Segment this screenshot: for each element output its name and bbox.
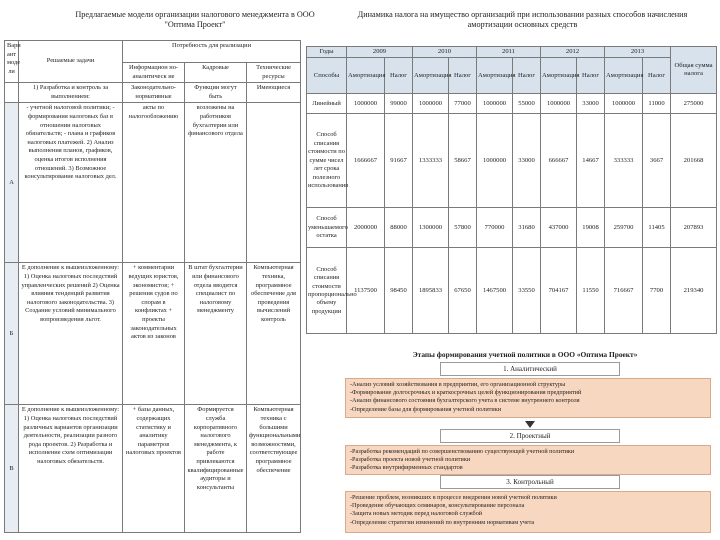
- value-cell: 704167: [541, 248, 577, 334]
- value-cell: 55000: [513, 94, 541, 114]
- variant-label: А: [5, 103, 19, 263]
- year-cell: 2012: [541, 47, 605, 58]
- value-cell: 57800: [449, 208, 477, 248]
- value-cell: 1000000: [605, 94, 643, 114]
- row-intro-tech: Имеющиеся: [247, 83, 301, 103]
- value-cell: 1000000: [541, 94, 577, 114]
- year-cell: 2011: [477, 47, 541, 58]
- list-item: -Защита новых методик перед налоговой службой: [350, 510, 483, 518]
- table-row: [307, 208, 717, 248]
- value-cell: 88000: [385, 208, 413, 248]
- amort-header: Амортизация: [413, 58, 449, 94]
- value-cell: 666667: [541, 114, 577, 208]
- tax-header: Налог: [449, 58, 477, 94]
- table-row: [307, 114, 717, 208]
- total-cell: 207893: [671, 208, 717, 248]
- value-cell: 1467500: [477, 248, 513, 334]
- variant-staff: В штат бухгалтерии или финансового отдела вводится специалист по налоговому менеджменту: [185, 263, 247, 405]
- variant-label: В: [5, 405, 19, 533]
- list-item: -Разработка рекомендаций по совершенствованию существующей учетной политики: [350, 448, 575, 455]
- value-cell: 14667: [577, 114, 605, 208]
- value-cell: 67650: [449, 248, 477, 334]
- header-variant: Вари ант моде ли: [5, 41, 19, 83]
- table-row: [307, 248, 717, 334]
- stage-project-details: [345, 445, 711, 475]
- year-cell: 2009: [347, 47, 413, 58]
- row-intro-tasks: 1) Разработка и контроль за выполнением:: [19, 83, 123, 103]
- value-cell: 7700: [643, 248, 671, 334]
- header-needs: Потребность для реализации: [123, 41, 301, 63]
- stage-project: 2. Проектный: [440, 429, 620, 443]
- variant-info: + базы данных, содержащих статистику и аналитику параметров налоговых проектов: [123, 405, 185, 533]
- list-item: -Анализ финансового состояния бухгалтерского учета в системе внутреннего контроля: [350, 397, 580, 405]
- value-cell: 33550: [513, 248, 541, 334]
- variant-tech: [247, 103, 301, 263]
- list-item: -Решение проблем, возникших в процессе внедрения новой учетной политики: [350, 494, 557, 501]
- method-header: Способы: [307, 58, 347, 94]
- value-cell: 58667: [449, 114, 477, 208]
- stage-analytic: 1. Аналитический: [440, 362, 620, 376]
- value-cell: 11405: [643, 208, 671, 248]
- value-cell: 33000: [577, 94, 605, 114]
- header-info: Информацион но-аналитическ ие: [123, 63, 185, 83]
- value-cell: 11550: [577, 248, 605, 334]
- list-item: -Анализ условий хозяйствования в предприятии, его организационной структуры: [350, 381, 566, 388]
- models-table: [4, 40, 301, 533]
- amort-header: Амортизация: [477, 58, 513, 94]
- right-title: Динамика налога на имущество организаций при использовании разных способов начисления амортизации основных средств: [357, 10, 688, 29]
- list-item: -Разработка внутрифирменных стандартов: [350, 464, 463, 472]
- row-intro-info: Законодательно-нормативные: [123, 83, 185, 103]
- value-cell: 91667: [385, 114, 413, 208]
- amort-header: Амортизация: [347, 58, 385, 94]
- variant-staff: Формируется служба корпоративного налогового менеджмента, к работе привлекаются квалифицированные аудиторы и консультанты: [185, 405, 247, 533]
- value-cell: 3667: [643, 114, 671, 208]
- value-cell: 1300000: [413, 208, 449, 248]
- row-intro-staff: Функции могут быть: [185, 83, 247, 103]
- year-cell: 2010: [413, 47, 477, 58]
- value-cell: 19008: [577, 208, 605, 248]
- value-cell: 99000: [385, 94, 413, 114]
- value-cell: 437000: [541, 208, 577, 248]
- value-cell: 770000: [477, 208, 513, 248]
- tax-header: Налог: [577, 58, 605, 94]
- stage-analytic-details: [345, 378, 711, 418]
- value-cell: 31680: [513, 208, 541, 248]
- variant-tasks: Е дополнение к вышеизложенному: 1) Оценка налоговых последствий различных вариантов организации деятельности, реализации разного рода проектов. 2) Разработка и исполнение схем оптимизации налоговых обязательств.: [19, 405, 123, 533]
- header-tech: Технические ресурсы: [247, 63, 301, 83]
- value-cell: 1333333: [413, 114, 449, 208]
- value-cell: 1000000: [413, 94, 449, 114]
- value-cell: 98450: [385, 248, 413, 334]
- stages-title: Этапы формирования учетной политики в ООО «Оптима Проект»: [412, 350, 638, 359]
- year-cell: 2013: [605, 47, 671, 58]
- total-cell: 201668: [671, 114, 717, 208]
- value-cell: 1000000: [477, 94, 513, 114]
- variant-tasks: Е дополнение к вышеизложенному: 1) Оценка налоговых последствий управленческих решений 2) Оценка влияния тенденций развития налогового законодательства. 3) Создание условий минимального вопроизведения льгот.: [19, 263, 123, 405]
- variant-staff: возложены на работников бухгалтерии или финансового отдела: [185, 103, 247, 263]
- left-title: Предлагаемые модели организации налогового менеджмента в ООО "Оптима Проект": [75, 10, 315, 29]
- list-item: -Проведение обучающих семинаров, консультирование персонала: [350, 502, 525, 510]
- value-cell: 1000000: [477, 114, 513, 208]
- value-cell: 77000: [449, 94, 477, 114]
- method-cell: Способ списания стоимости пропорционально объему продукции: [307, 248, 347, 334]
- list-item: -Формирование долгосрочных и краткосрочных целей функционирования предприятий: [350, 389, 582, 397]
- value-cell: 716667: [605, 248, 643, 334]
- variant-tech: Компьютерная техника с большими функциональными возможностями, соответствующее программное обеспечение: [247, 405, 301, 533]
- value-cell: 1137500: [347, 248, 385, 334]
- method-cell: Способ списания стоимости по сумме чисел лет срока полезного использования: [307, 114, 347, 208]
- list-item: -Определение базы для формирования учетной политики: [350, 405, 502, 413]
- value-cell: 333333: [605, 114, 643, 208]
- header-staff: Кадровые: [185, 63, 247, 83]
- year-header: Годы: [307, 47, 347, 58]
- value-cell: 1895833: [413, 248, 449, 334]
- arrow-down-icon: [525, 421, 535, 428]
- amort-header: Амортизация: [605, 58, 643, 94]
- header-tasks: Решаемые задачи: [19, 41, 123, 83]
- variant-label: Б: [5, 263, 19, 405]
- value-cell: 33000: [513, 114, 541, 208]
- variant-info: + комментарии ведущих юристов, экономистов; + решения судов по спорам в конфликтах + проекты законодательных актов из законов: [123, 263, 185, 405]
- table-row: [307, 94, 717, 114]
- variant-tech: Компьютерная техника, программное обеспечение для проведения вычислений контроль: [247, 263, 301, 405]
- value-cell: 1000000: [347, 94, 385, 114]
- value-cell: 259700: [605, 208, 643, 248]
- tax-dynamics-table: [306, 46, 717, 334]
- value-cell: 1666667: [347, 114, 385, 208]
- tax-header: Налог: [385, 58, 413, 94]
- tax-header: Налог: [513, 58, 541, 94]
- list-item: -Определение стратегии изменений по внутренним нормативам учета: [350, 518, 535, 526]
- list-item: -Разработка проекта новой учетной политики: [350, 456, 471, 464]
- total-cell: 275000: [671, 94, 717, 114]
- total-header: Общая сумма налога: [671, 47, 717, 94]
- value-cell: 2000000: [347, 208, 385, 248]
- value-cell: 11000: [643, 94, 671, 114]
- stage-control-details: [345, 491, 711, 533]
- amort-header: Амортизация: [541, 58, 577, 94]
- method-cell: Линейный: [307, 94, 347, 114]
- method-cell: Способ уменьшаемого остатка: [307, 208, 347, 248]
- tax-header: Налог: [643, 58, 671, 94]
- variant-info: акты по налогообложению: [123, 103, 185, 263]
- total-cell: 219340: [671, 248, 717, 334]
- stage-control: 3. Контрольный: [440, 475, 620, 489]
- variant-tasks: - учетной налоговой политики; - формирования налоговых баз в отношении налоговых обязательств; - плана и графиков налоговых платежей. 2) Анализ выполнения планов, графиков, оценка итогов исполнения отношений. 3) Возможное консультирование налоговых дел.: [19, 103, 123, 263]
